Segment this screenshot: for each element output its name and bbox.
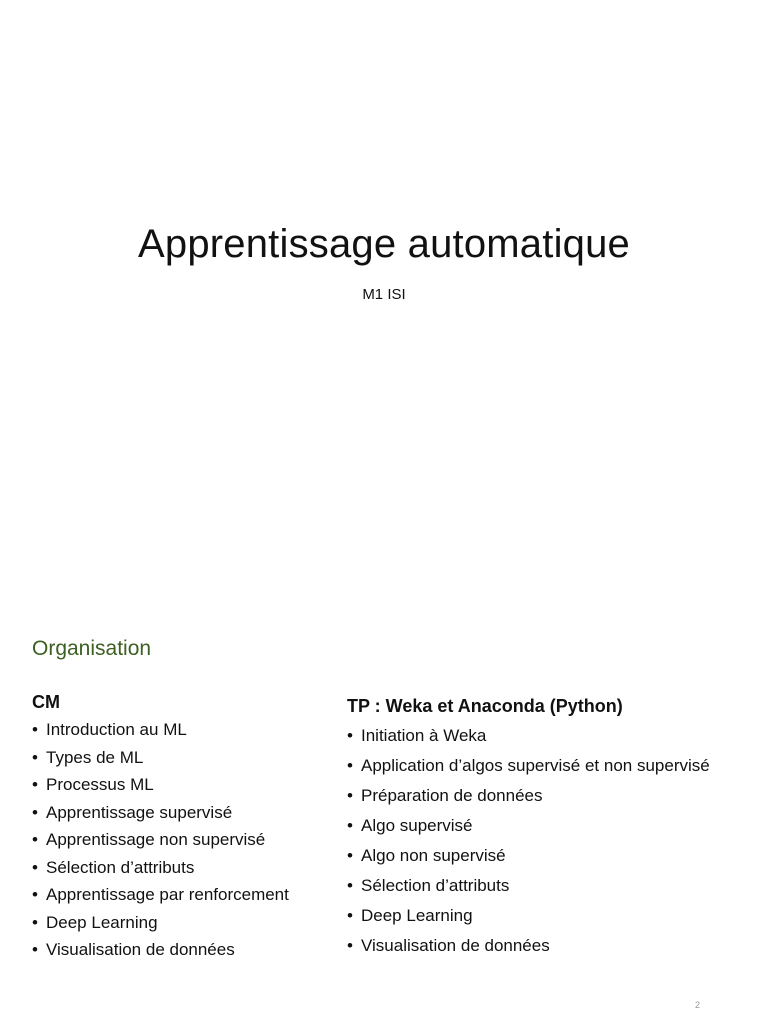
slide-subtitle: M1 ISI bbox=[362, 286, 406, 303]
cm-heading: CM bbox=[32, 692, 60, 712]
list-item: • Préparation de données bbox=[347, 785, 737, 806]
cm-column bbox=[32, 692, 332, 967]
section-title: Organisation bbox=[32, 637, 152, 660]
tp-heading: TP : Weka et Anaconda (Python) bbox=[347, 696, 623, 716]
list-item: • Apprentissage supervisé bbox=[32, 802, 332, 823]
list-item: • Introduction au ML bbox=[32, 719, 332, 740]
tp-list bbox=[347, 725, 737, 956]
list-item: • Visualisation de données bbox=[347, 935, 737, 956]
list-item: • Apprentissage non supervisé bbox=[32, 829, 332, 850]
tp-column bbox=[347, 696, 737, 965]
list-item: • Processus ML bbox=[32, 774, 332, 795]
cm-list bbox=[32, 719, 332, 960]
list-item: • Types de ML bbox=[32, 747, 332, 768]
list-item: • Algo non supervisé bbox=[347, 845, 737, 866]
page-number: 2 bbox=[695, 1000, 701, 1010]
list-item: • Deep Learning bbox=[347, 905, 737, 926]
list-item: • Algo supervisé bbox=[347, 815, 737, 836]
list-item: • Initiation à Weka bbox=[347, 725, 737, 746]
list-item: • Deep Learning bbox=[32, 912, 332, 933]
list-item: • Visualisation de données bbox=[32, 939, 332, 960]
list-item: • Apprentissage par renforcement bbox=[32, 884, 332, 905]
slide-title: Apprentissage automatique bbox=[138, 222, 630, 266]
list-item: • Application d’algos supervisé et non supervisé bbox=[347, 755, 737, 776]
list-item: • Sélection d’attributs bbox=[32, 857, 332, 878]
list-item: • Sélection d’attributs bbox=[347, 875, 737, 896]
